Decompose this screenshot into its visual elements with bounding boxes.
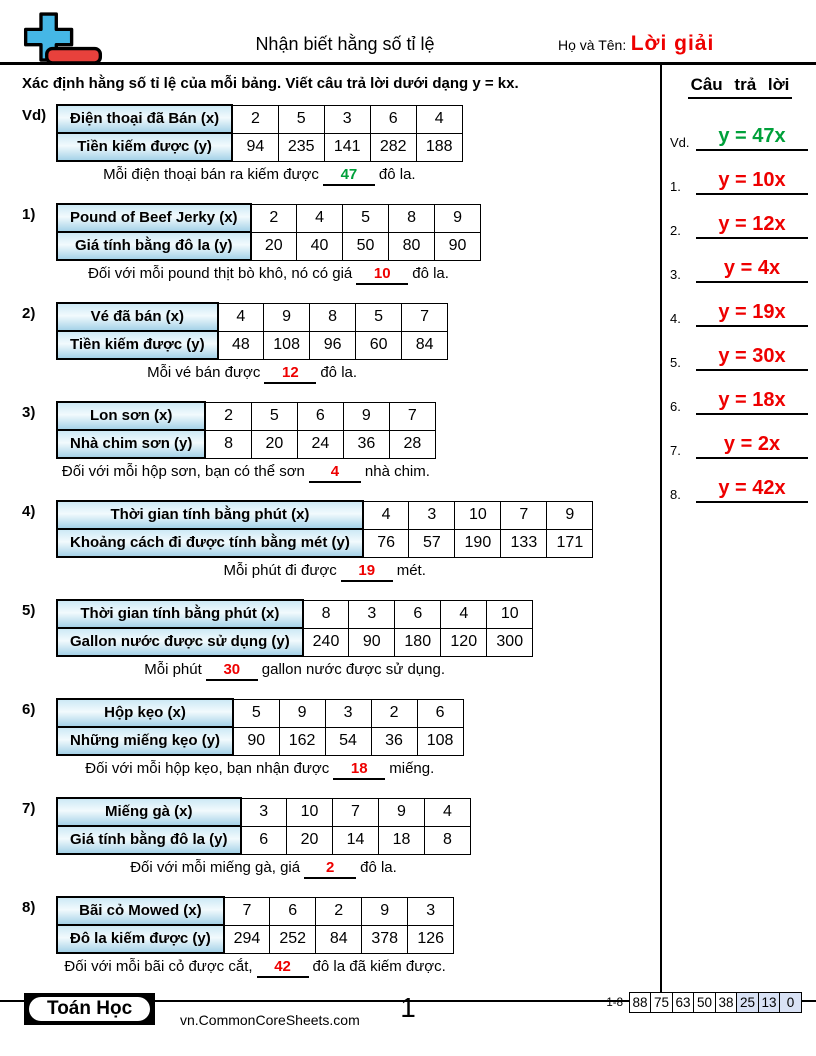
y-value-cell: 8 [425, 826, 471, 854]
y-row [57, 529, 593, 557]
answer-line [696, 434, 808, 459]
answer-blank [333, 760, 385, 780]
y-row [57, 628, 533, 656]
x-row-header: Bãi cỏ Mowed (x) [57, 897, 224, 925]
x-value-cell: 5 [278, 105, 324, 133]
x-value-cell: 4 [297, 204, 343, 232]
problem-number: 6) [22, 701, 36, 718]
answer-sentence [56, 364, 448, 384]
problem-block [22, 599, 652, 681]
sentence-before: Đối với mỗi hộp kẹo, bạn nhận được [85, 760, 330, 777]
problem-number: Vd) [22, 107, 47, 124]
x-row-header: Vé đã bán (x) [57, 303, 218, 331]
x-row-header: Điện thoại đã Bán (x) [57, 105, 232, 133]
y-value-cell: 94 [232, 133, 278, 161]
y-value-cell: 108 [417, 727, 463, 755]
proportion-table [56, 203, 481, 261]
x-value-cell: 9 [379, 798, 425, 826]
sentence-after: đô la. [320, 364, 358, 381]
answer-line [696, 302, 808, 327]
x-value-cell: 7 [389, 402, 435, 430]
x-value-cell: 10 [287, 798, 333, 826]
answer-blank [341, 562, 393, 582]
answer-value: 12 [282, 364, 299, 381]
y-value-cell: 6 [241, 826, 287, 854]
y-row [57, 826, 471, 854]
y-value-cell: 282 [370, 133, 416, 161]
sentence-after: mét. [396, 562, 426, 579]
problem-body [56, 500, 593, 582]
sentence-before: Đối với mỗi bãi cỏ được cắt, [64, 958, 253, 975]
x-row [57, 204, 481, 232]
x-value-cell: 7 [224, 897, 270, 925]
x-value-cell: 9 [435, 204, 481, 232]
header [0, 0, 816, 65]
page-title: Nhận biết hằng số tỉ lệ [255, 34, 435, 54]
problem-body [56, 203, 481, 285]
sentence-after: nhà chim. [364, 463, 430, 480]
x-value-cell: 4 [425, 798, 471, 826]
answer-row [670, 391, 808, 415]
x-value-cell: 3 [241, 798, 287, 826]
y-value-cell: 162 [279, 727, 325, 755]
x-value-cell: 7 [501, 501, 547, 529]
answer-row [670, 215, 808, 239]
score-cell: 63 [672, 992, 695, 1013]
y-value-cell: 36 [343, 430, 389, 458]
score-cell: 88 [629, 992, 652, 1013]
x-value-cell: 2 [316, 897, 362, 925]
y-value-cell: 84 [402, 331, 448, 359]
name-value: Lời giải [630, 32, 715, 55]
instruction-text: Xác định hằng số tỉ lệ của mỗi bảng. Viết câu trả lời dưới dạng y = kx. [22, 75, 519, 92]
page-number: 1 [400, 992, 416, 1023]
y-value-cell: 188 [416, 133, 462, 161]
x-row [57, 501, 593, 529]
problem-number: 2) [22, 305, 36, 322]
answer-text: y = 18x [718, 389, 786, 411]
y-row-header: Nhà chim sơn (y) [57, 430, 205, 458]
y-value-cell: 141 [324, 133, 370, 161]
y-row-header: Giá tính bằng đô la (y) [57, 826, 241, 854]
y-value-cell: 90 [435, 232, 481, 260]
score-cell: 38 [715, 992, 738, 1013]
y-value-cell: 14 [333, 826, 379, 854]
answer-number: 7. [670, 443, 681, 458]
column-divider [660, 65, 662, 992]
x-row [57, 105, 462, 133]
problem-block [22, 104, 652, 186]
x-row [57, 303, 448, 331]
x-value-cell: 10 [487, 600, 533, 628]
y-row [57, 331, 448, 359]
y-value-cell: 18 [379, 826, 425, 854]
y-value-cell: 28 [389, 430, 435, 458]
main [0, 65, 816, 992]
answer-blank [309, 463, 361, 483]
y-value-cell: 60 [356, 331, 402, 359]
answer-blank [356, 265, 408, 285]
y-value-cell: 54 [325, 727, 371, 755]
answer-value: 4 [330, 463, 340, 480]
score-cell: 25 [736, 992, 759, 1013]
answer-blank [323, 166, 375, 186]
x-value-cell: 5 [343, 204, 389, 232]
y-value-cell: 20 [287, 826, 333, 854]
y-row-header: Những miếng kẹo (y) [57, 727, 233, 755]
sentence-after: đô la. [360, 859, 397, 876]
x-value-cell: 8 [310, 303, 356, 331]
problem-body [56, 104, 463, 186]
y-value-cell: 133 [501, 529, 547, 557]
x-value-cell: 5 [251, 402, 297, 430]
x-row [57, 600, 533, 628]
x-row-header: Hộp kẹo (x) [57, 699, 233, 727]
x-value-cell: 3 [408, 897, 454, 925]
answer-number: 6. [670, 399, 681, 414]
sentence-after: đô la. [412, 265, 449, 282]
problem-block [22, 401, 652, 483]
proportion-table [56, 104, 463, 162]
proportion-table [56, 896, 454, 954]
x-row-header: Thời gian tính bằng phút (x) [57, 600, 303, 628]
answer-value: 18 [350, 760, 368, 777]
x-row [57, 699, 463, 727]
answer-line [696, 126, 808, 151]
answer-number: Vd. [670, 135, 690, 150]
x-value-cell: 5 [356, 303, 402, 331]
proportion-table [56, 302, 448, 360]
y-value-cell: 300 [487, 628, 533, 656]
problem-number: 5) [22, 602, 36, 619]
x-value-cell: 3 [409, 501, 455, 529]
answer-value: 30 [223, 661, 241, 678]
x-value-cell: 3 [349, 600, 395, 628]
problem-number: 4) [22, 503, 36, 520]
answers-column [664, 65, 816, 992]
problem-body [56, 698, 464, 780]
proportion-table [56, 698, 464, 756]
problem-body [56, 302, 448, 384]
x-value-cell: 2 [371, 699, 417, 727]
x-value-cell: 6 [370, 105, 416, 133]
y-row [57, 133, 462, 161]
y-value-cell: 96 [310, 331, 356, 359]
problem-body [56, 797, 471, 879]
name-field [558, 32, 714, 56]
x-row-header: Pound of Beef Jerky (x) [57, 204, 251, 232]
answer-line [696, 390, 808, 415]
proportion-table [56, 797, 471, 855]
sentence-after: miếng. [389, 760, 435, 777]
y-value-cell: 36 [371, 727, 417, 755]
footer [0, 992, 816, 1056]
problem-body [56, 599, 533, 681]
proportion-table [56, 599, 533, 657]
x-value-cell: 2 [232, 105, 278, 133]
y-value-cell: 90 [349, 628, 395, 656]
answer-sentence [56, 859, 471, 879]
y-value-cell: 84 [316, 925, 362, 953]
y-value-cell: 180 [395, 628, 441, 656]
problem-number: 3) [22, 404, 36, 421]
score-range-label: 1-8 [606, 996, 623, 1009]
x-row [57, 897, 454, 925]
answer-value: 47 [340, 166, 358, 183]
answer-row [670, 435, 808, 459]
y-row [57, 925, 454, 953]
y-value-cell: 108 [264, 331, 310, 359]
y-row-header: Tiền kiếm được (y) [57, 331, 218, 359]
x-row-header: Thời gian tính bằng phút (x) [57, 501, 363, 529]
answer-sentence [56, 166, 463, 186]
answers-list [670, 127, 810, 503]
answer-text: y = 47x [718, 125, 786, 147]
y-row-header: Đô la kiếm được (y) [57, 925, 224, 953]
y-value-cell: 235 [278, 133, 324, 161]
problem-block [22, 203, 652, 285]
problem-block [22, 797, 652, 879]
y-value-cell: 126 [408, 925, 454, 953]
problem-block [22, 302, 652, 384]
x-value-cell: 6 [297, 402, 343, 430]
x-value-cell: 2 [205, 402, 251, 430]
answer-number: 3. [670, 267, 681, 282]
y-value-cell: 50 [343, 232, 389, 260]
sentence-before: Đối với mỗi hộp sơn, bạn có thể sơn [61, 463, 305, 480]
score-cell: 13 [758, 992, 781, 1013]
y-value-cell: 24 [297, 430, 343, 458]
problem-block [22, 896, 652, 978]
name-label: Họ và Tên: [558, 37, 627, 53]
sentence-before: Mỗi điện thoại bán ra kiếm được [103, 166, 319, 183]
answer-sentence [56, 562, 593, 582]
answer-row [670, 347, 808, 371]
y-value-cell: 190 [455, 529, 501, 557]
x-value-cell: 7 [402, 303, 448, 331]
answer-line [696, 478, 808, 503]
answer-sentence [56, 958, 454, 978]
x-value-cell: 2 [251, 204, 297, 232]
x-value-cell: 6 [417, 699, 463, 727]
answer-row [670, 303, 808, 327]
answer-sentence [56, 265, 481, 285]
problem-body [56, 401, 436, 483]
score-cell: 0 [779, 992, 802, 1013]
answer-line [696, 346, 808, 371]
proportion-table [56, 500, 593, 558]
y-value-cell: 8 [205, 430, 251, 458]
answer-row [670, 127, 808, 151]
answer-text: y = 2x [723, 433, 781, 455]
subject-badge-label: Toán Học [29, 997, 150, 1021]
x-value-cell: 9 [362, 897, 408, 925]
proportion-table [56, 401, 436, 459]
y-value-cell: 120 [441, 628, 487, 656]
x-value-cell: 8 [389, 204, 435, 232]
answer-blank [304, 859, 356, 879]
x-value-cell: 9 [343, 402, 389, 430]
y-value-cell: 40 [297, 232, 343, 260]
x-value-cell: 10 [455, 501, 501, 529]
x-value-cell: 4 [416, 105, 462, 133]
x-value-cell: 3 [325, 699, 371, 727]
y-value-cell: 240 [303, 628, 349, 656]
y-value-cell: 378 [362, 925, 408, 953]
x-row [57, 402, 435, 430]
y-row-header: Khoảng cách đi được tính bằng mét (y) [57, 529, 363, 557]
x-value-cell: 8 [303, 600, 349, 628]
answer-value: 42 [274, 958, 291, 975]
problem-number: 8) [22, 899, 36, 916]
plus-minus-logo-icon [18, 10, 108, 71]
sentence-before: Mỗi vé bán được [147, 364, 261, 381]
y-value-cell: 252 [270, 925, 316, 953]
y-value-cell: 76 [363, 529, 409, 557]
x-value-cell: 3 [324, 105, 370, 133]
score-cells [630, 992, 802, 1013]
answer-blank [257, 958, 309, 978]
y-value-cell: 20 [251, 430, 297, 458]
x-value-cell: 5 [233, 699, 279, 727]
sentence-before: Mỗi phút [144, 661, 202, 678]
x-value-cell: 4 [218, 303, 264, 331]
y-value-cell: 90 [233, 727, 279, 755]
answer-line [696, 258, 808, 283]
problem-block [22, 500, 652, 582]
x-value-cell: 9 [264, 303, 310, 331]
x-row-header: Miếng gà (x) [57, 798, 241, 826]
score-cell: 50 [693, 992, 716, 1013]
answer-sentence [56, 661, 533, 681]
answer-blank [206, 661, 258, 681]
sentence-after: đô la đã kiếm được. [312, 958, 446, 975]
answer-value: 2 [325, 859, 335, 876]
problems-list [22, 104, 652, 978]
problem-number: 1) [22, 206, 36, 223]
y-value-cell: 171 [547, 529, 593, 557]
answer-number: 4. [670, 311, 681, 326]
x-value-cell: 7 [333, 798, 379, 826]
y-row [57, 727, 463, 755]
y-row-header: Gallon nước được sử dụng (y) [57, 628, 303, 656]
answer-text: y = 4x [723, 257, 781, 279]
sentence-after: đô la. [378, 166, 416, 183]
answer-row [670, 259, 808, 283]
answer-number: 1. [670, 179, 681, 194]
problem-number: 7) [22, 800, 36, 817]
answer-row [670, 171, 808, 195]
answer-line [696, 214, 808, 239]
answers-heading: Câu trả lời [688, 75, 793, 99]
answer-text: y = 12x [718, 213, 786, 235]
answer-text: y = 10x [718, 169, 786, 191]
y-value-cell: 294 [224, 925, 270, 953]
y-value-cell: 80 [389, 232, 435, 260]
answer-sentence [56, 463, 436, 483]
problems-column [0, 65, 660, 992]
answer-line [696, 170, 808, 195]
answer-value: 10 [373, 265, 391, 282]
answer-value: 19 [358, 562, 376, 579]
y-row-header: Giá tính bằng đô la (y) [57, 232, 251, 260]
answer-number: 8. [670, 487, 681, 502]
x-value-cell: 6 [395, 600, 441, 628]
answer-text: y = 19x [718, 301, 786, 323]
y-value-cell: 57 [409, 529, 455, 557]
sentence-before: Mỗi phút đi được [223, 562, 337, 579]
score-cell: 75 [650, 992, 673, 1013]
answer-number: 5. [670, 355, 681, 370]
y-row-header: Tiền kiếm được (y) [57, 133, 232, 161]
website-url: vn.CommonCoreSheets.com [180, 1012, 360, 1028]
x-value-cell: 6 [270, 897, 316, 925]
sentence-before: Đối với mỗi pound thịt bò khô, nó có giá [88, 265, 353, 282]
y-row [57, 430, 435, 458]
answer-row [670, 479, 808, 503]
x-value-cell: 4 [441, 600, 487, 628]
sentence-after: gallon nước được sử dụng. [261, 661, 446, 678]
answer-number: 2. [670, 223, 681, 238]
x-value-cell: 9 [279, 699, 325, 727]
y-value-cell: 20 [251, 232, 297, 260]
x-row [57, 798, 471, 826]
y-value-cell: 48 [218, 331, 264, 359]
x-value-cell: 4 [363, 501, 409, 529]
answer-text: y = 30x [718, 345, 786, 367]
sentence-before: Đối với mỗi miếng gà, giá [130, 859, 301, 876]
x-row-header: Lon sơn (x) [57, 402, 205, 430]
answer-text: y = 42x [718, 477, 786, 499]
problem-block [22, 698, 652, 780]
answer-sentence [56, 760, 464, 780]
subject-badge [24, 993, 155, 1025]
y-row [57, 232, 481, 260]
answer-blank [264, 364, 316, 384]
x-value-cell: 9 [547, 501, 593, 529]
problem-body [56, 896, 454, 978]
score-table [606, 992, 802, 1013]
